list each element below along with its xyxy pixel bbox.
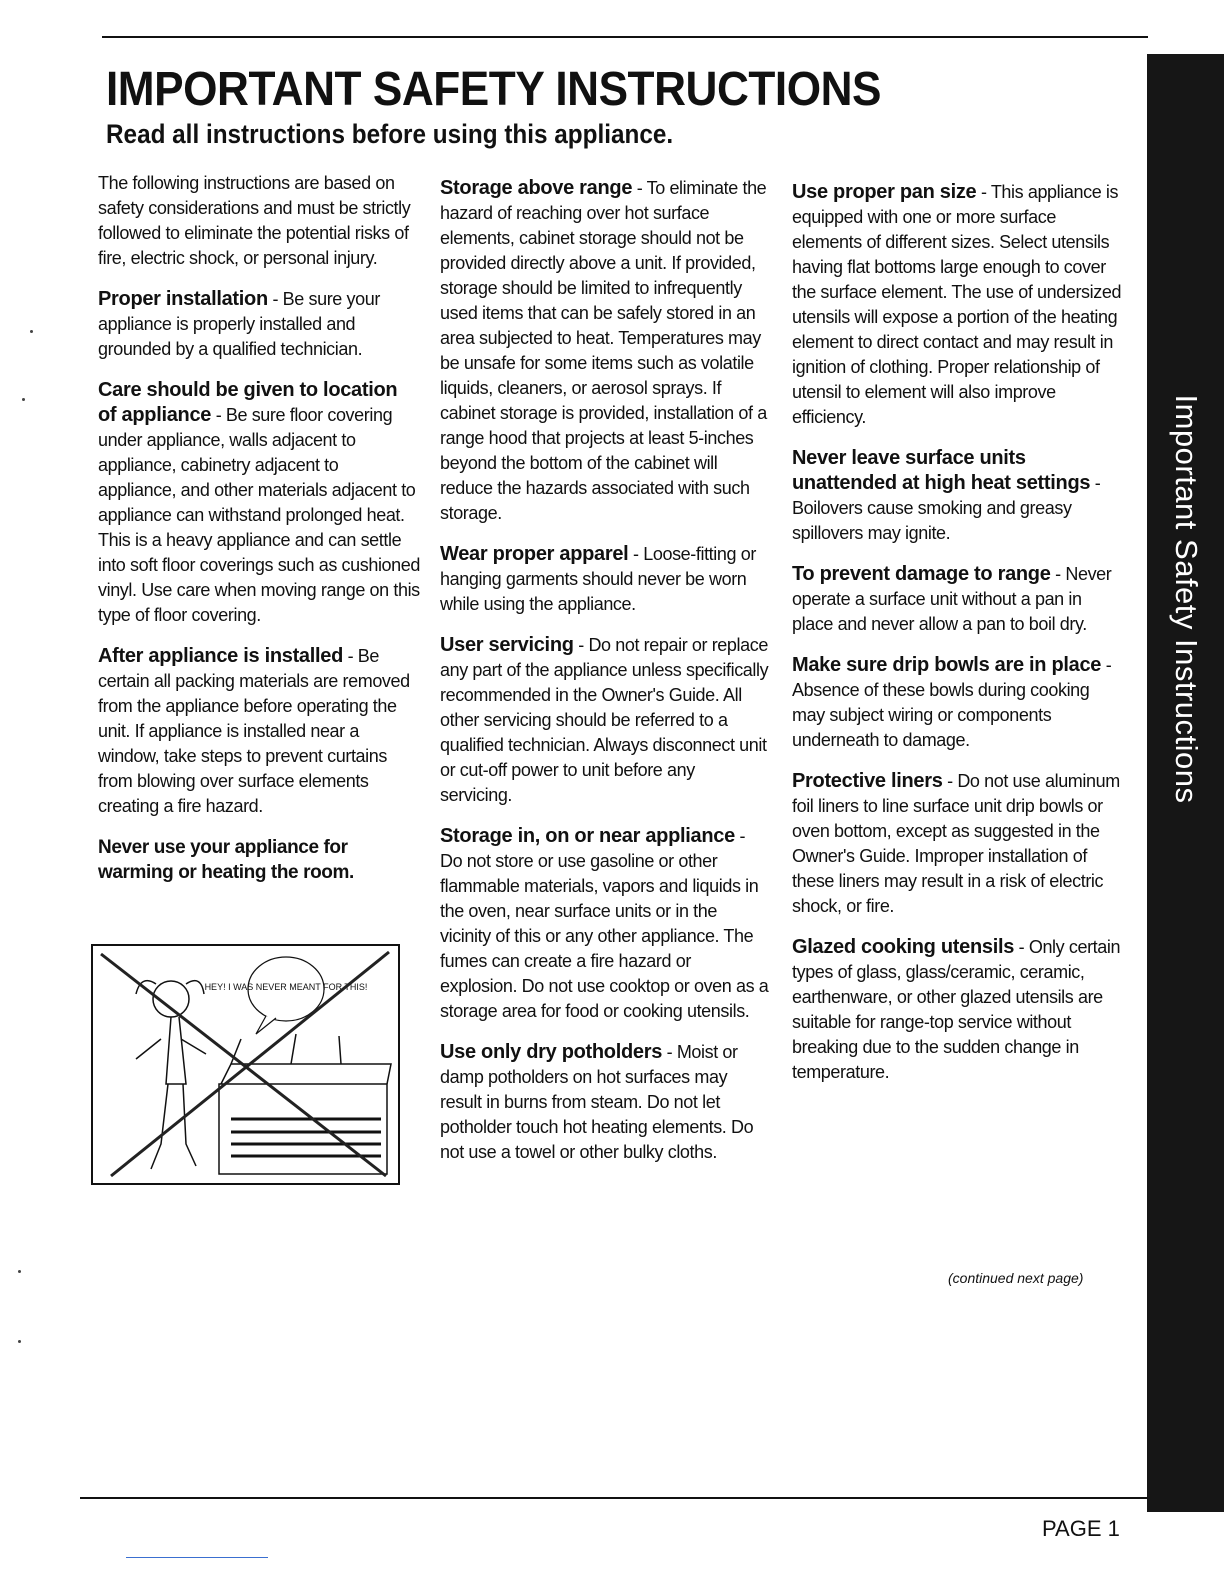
section-text: - Moist or damp potholders on hot surfaces may result in burns from steam. Do not let potholder touch hot heating elements. Do not use a towel or other bulky cloths.: [440, 1042, 754, 1162]
section-protective-liners: [792, 769, 1122, 919]
page-title: IMPORTANT SAFETY INSTRUCTIONS: [106, 63, 882, 116]
top-rule: [102, 36, 1148, 38]
section-heading: Proper installation: [98, 288, 268, 310]
section-heading: Protective liners: [792, 770, 943, 792]
section-heading: Care should be given to location of appliance: [98, 379, 398, 426]
section-after-installed: [98, 644, 420, 819]
section-heading: Use only dry potholders: [440, 1041, 663, 1063]
section-text: - Absence of these bowls during cooking may subject wiring or components underneath to damage.: [792, 655, 1112, 750]
section-text: - This appliance is equipped with one or more surface elements of different sizes. Select utensils having flat bottoms large enough to cover the surface element. The use of undersized utensils will expose a portion of the heating element to direct contact and may result in ignition of clothing. Proper relationship of utensil to element will also improve efficiency.: [792, 182, 1122, 427]
section-text: - Never operate a surface unit without a pan in place and never allow a pan to boil dry.: [792, 564, 1112, 634]
section-unattended: [792, 446, 1122, 546]
section-text: - Do not store or use gasoline or other flammable materials, vapors and liquids in the oven, near surface units or in the vicinity of this or any other appliance. The fumes can create a fire hazard or explosion. Do not use cooktop or oven as a storage area for food or cooking utensils.: [440, 826, 769, 1021]
blue-underline: [126, 1557, 268, 1558]
continued-note: (continued next page): [948, 1270, 1084, 1286]
section-glazed-utensils: [792, 935, 1122, 1085]
section-dry-potholders: [440, 1040, 770, 1165]
side-tab: [1147, 54, 1224, 1512]
section-text: - Do not repair or replace any part of the appliance unless specifically recommended in the Owner's Guide. All other servicing should be referred to a qualified technician. Always disconnect unit or cut-off power to unit before any servicing.: [440, 635, 769, 805]
section-heading: Storage in, on or near appliance: [440, 825, 735, 847]
column-2: [440, 176, 770, 1181]
section-proper-apparel: [440, 542, 770, 617]
section-text: - Be certain all packing materials are removed from the appliance before operating the unit. If appliance is installed near a window, take steps to prevent curtains from blowing over surface elements creating a fire hazard.: [98, 646, 410, 816]
section-heading: After appliance is installed: [98, 645, 344, 667]
warning-heating: Never use your appliance for warming or heating the room.: [98, 837, 354, 883]
section-text: - Boilovers cause smoking and greasy spillovers may ignite.: [792, 473, 1101, 543]
scan-speck: [18, 1270, 21, 1273]
bottom-rule: [80, 1497, 1148, 1499]
scan-speck: [18, 1340, 21, 1343]
scan-speck: [30, 330, 33, 333]
section-text: - To eliminate the hazard of reaching over hot surface elements, cabinet storage should not be provided directly above a unit. If provided, storage should be limited to infrequently used items that can be safely stored in an area subjected to heat. Temperatures may be unsafe for some items such as volatile liquids, cleaners, or aerosol sprays. If cabinet storage is provided, installation of a range hood that projects at least 5-inches beyond the bottom of the cabinet will reduce the hazards associated with such storage.: [440, 178, 767, 523]
column-1: [98, 171, 420, 901]
section-drip-bowls: [792, 653, 1122, 753]
section-heading: User servicing: [440, 634, 574, 656]
page-subtitle: Read all instructions before using this appliance.: [106, 119, 674, 149]
section-proper-installation: [98, 287, 420, 362]
section-heading: Make sure drip bowls are in place: [792, 654, 1102, 676]
speech-bubble-text: HEY! I WAS NEVER MEANT FOR THIS!: [204, 982, 368, 992]
section-heading: To prevent damage to range: [792, 563, 1051, 585]
section-text: - Be sure your appliance is properly installed and grounded by a qualified technician.: [98, 289, 380, 359]
section-heading: Wear proper apparel: [440, 543, 629, 565]
section-text: - Be sure floor covering under appliance, walls adjacent to appliance, cabinetry adjacent to appliance, and other materials adjacent to appliance can withstand prolonged heat. This is a heavy appliance and can settle into soft floor coverings such as cushioned vinyl. Use care when moving range on this type of floor covering.: [98, 405, 420, 625]
section-text: - Loose-fitting or hanging garments should never be worn while using the appliance.: [440, 544, 756, 614]
section-heading: Use proper pan size: [792, 181, 977, 203]
section-text: - Do not use aluminum foil liners to line surface unit drip bowls or oven bottom, except as suggested in the Owner's Guide. Improper installation of these liners may result in a risk of electric shock, or fire.: [792, 771, 1120, 916]
section-heading: Storage above range: [440, 177, 633, 199]
section-prevent-damage: [792, 562, 1122, 637]
section-heading: Glazed cooking utensils: [792, 936, 1015, 958]
section-heading: Never leave surface units unattended at high heat settings: [792, 447, 1091, 494]
section-storage-above: [440, 176, 770, 526]
section-user-servicing: [440, 633, 770, 808]
page-number: PAGE 1: [1042, 1516, 1120, 1541]
section-storage-near: [440, 824, 770, 1024]
warning-illustration: [91, 944, 400, 1185]
column-3: [792, 180, 1122, 1101]
section-care-location: [98, 378, 420, 628]
intro-paragraph: The following instructions are based on safety considerations and must be strictly followed to eliminate the potential risks of fire, electric shock, or personal injury.: [98, 173, 411, 268]
section-pan-size: [792, 180, 1122, 430]
side-tab-label: Important Safety Instructions: [1168, 394, 1204, 804]
scan-speck: [22, 398, 25, 401]
section-text: - Only certain types of glass, glass/ceramic, ceramic, earthenware, or other glazed utensils are suitable for range-top service without breaking due to the sudden change in temperature.: [792, 937, 1121, 1082]
